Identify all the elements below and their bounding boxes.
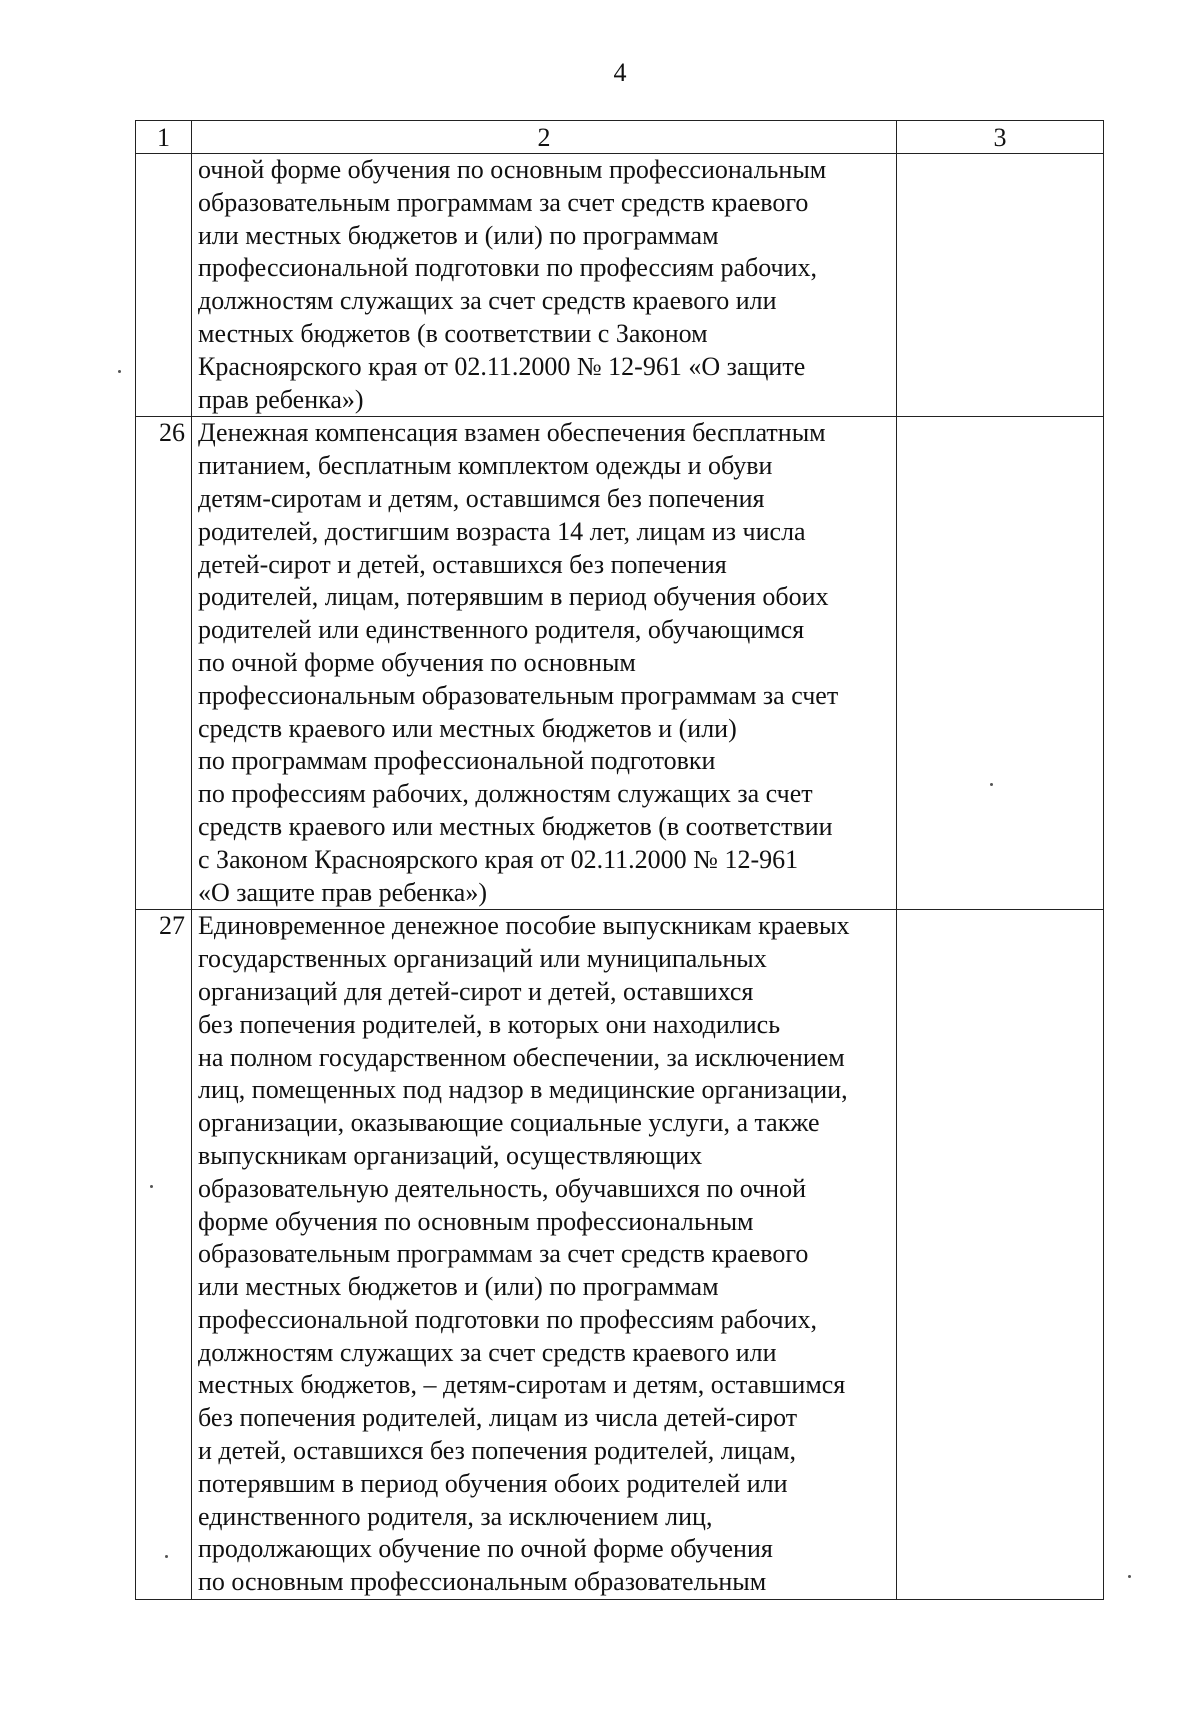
description-line: с Законом Красноярского края от 02.11.2000 № 12-961 [198, 844, 799, 874]
description-line: форме обучения по основным профессиональным [198, 1206, 754, 1236]
description-line: профессиональной подготовки по профессиям рабочих, [198, 1304, 818, 1334]
row-col3 [897, 910, 1104, 1600]
row-col3 [897, 417, 1104, 910]
table-row [136, 154, 1104, 417]
row-description [192, 910, 897, 1600]
description-line: детям-сиротам и детям, оставшимся без попечения [198, 483, 765, 513]
row-number [136, 154, 192, 417]
description-line: Единовременное денежное пособие выпускникам краевых [198, 911, 850, 941]
description-line: образовательным программам за счет средств краевого [198, 187, 809, 217]
row-description [192, 154, 897, 417]
scan-speck [118, 370, 121, 373]
description-line: на полном государственном обеспечении, за исключением [198, 1042, 845, 1072]
description-line: и детей, оставшихся без попечения родителей, лицам, [198, 1436, 797, 1466]
description-line: местных бюджетов, – детям-сиротам и детям, оставшимся [198, 1370, 846, 1400]
row-description [192, 417, 897, 910]
description-line: потерявшим в период обучения обоих родителей или [198, 1468, 788, 1498]
description-line: профессиональной подготовки по профессиям рабочих, [198, 253, 818, 283]
description-line: по основным профессиональным образовательным [198, 1567, 767, 1597]
description-line: без попечения родителей, лицам из числа детей-сирот [198, 1403, 798, 1433]
description-line: или местных бюджетов и (или) по программам [198, 1272, 719, 1302]
description-line: выпускникам организаций, осуществляющих [198, 1140, 703, 1170]
row-col3 [897, 154, 1104, 417]
scan-speck [165, 1555, 168, 1558]
description-line: питанием, бесплатным комплектом одежды и обуви [198, 451, 773, 481]
description-line: Красноярского края от 02.11.2000 № 12-961 «О защите [198, 351, 806, 381]
description-line: образовательную деятельность, обучавшихся по очной [198, 1173, 807, 1203]
description-line: государственных организаций или муниципальных [198, 944, 767, 974]
table-row [136, 910, 1104, 1600]
table-header-row [136, 121, 1104, 154]
description-line: или местных бюджетов и (или) по программам [198, 220, 719, 250]
description-line: организаций для детей-сирот и детей, оставшихся [198, 976, 754, 1006]
description-line: лиц, помещенных под надзор в медицинские организации, [198, 1075, 848, 1105]
description-line: родителей или единственного родителя, обучающимся [198, 615, 805, 645]
description-line: образовательным программам за счет средств краевого [198, 1239, 809, 1269]
description-line: Денежная компенсация взамен обеспечения бесплатным [198, 418, 826, 448]
description-line: организации, оказывающие социальные услуги, а также [198, 1108, 820, 1138]
header-col-3: 3 [897, 121, 1104, 154]
description-line: без попечения родителей, в которых они находились [198, 1009, 781, 1039]
description-line: средств краевого или местных бюджетов и (или) [198, 713, 737, 743]
description-line: местных бюджетов (в соответствии с Законом [198, 318, 708, 348]
row-number: 26 [136, 417, 192, 910]
page-number: 4 [613, 58, 627, 87]
scan-speck [150, 1185, 153, 1188]
description-line: средств краевого или местных бюджетов (в соответствии [198, 811, 833, 841]
description-line: прав ребенка») [198, 384, 364, 414]
table-body [136, 154, 1104, 1600]
description-line: по программам профессиональной подготовки [198, 746, 716, 776]
services-table [135, 120, 1104, 1600]
description-line: профессиональным образовательным программам за счет [198, 680, 839, 710]
row-number: 27 [136, 910, 192, 1600]
description-line: по профессиям рабочих, должностям служащих за счет [198, 779, 813, 809]
description-line: должностям служащих за счет средств краевого или [198, 286, 777, 316]
scan-speck [1128, 1575, 1131, 1578]
header-col-2: 2 [192, 121, 897, 154]
description-line: родителей, достигшим возраста 14 лет, лицам из числа [198, 516, 806, 546]
description-line: «О защите прав ребенка») [198, 877, 487, 907]
table-row [136, 417, 1104, 910]
description-line: по очной форме обучения по основным [198, 647, 636, 677]
description-line: должностям служащих за счет средств краевого или [198, 1337, 777, 1367]
scan-speck [990, 783, 993, 786]
description-line: единственного родителя, за исключением лиц, [198, 1501, 713, 1531]
description-line: детей-сирот и детей, оставшихся без попечения [198, 549, 727, 579]
header-col-1: 1 [136, 121, 192, 154]
description-line: родителей, лицам, потерявшим в период обучения обоих [198, 582, 829, 612]
description-line: продолжающих обучение по очной форме обучения [198, 1534, 773, 1564]
description-line: очной форме обучения по основным профессиональным [198, 155, 827, 184]
